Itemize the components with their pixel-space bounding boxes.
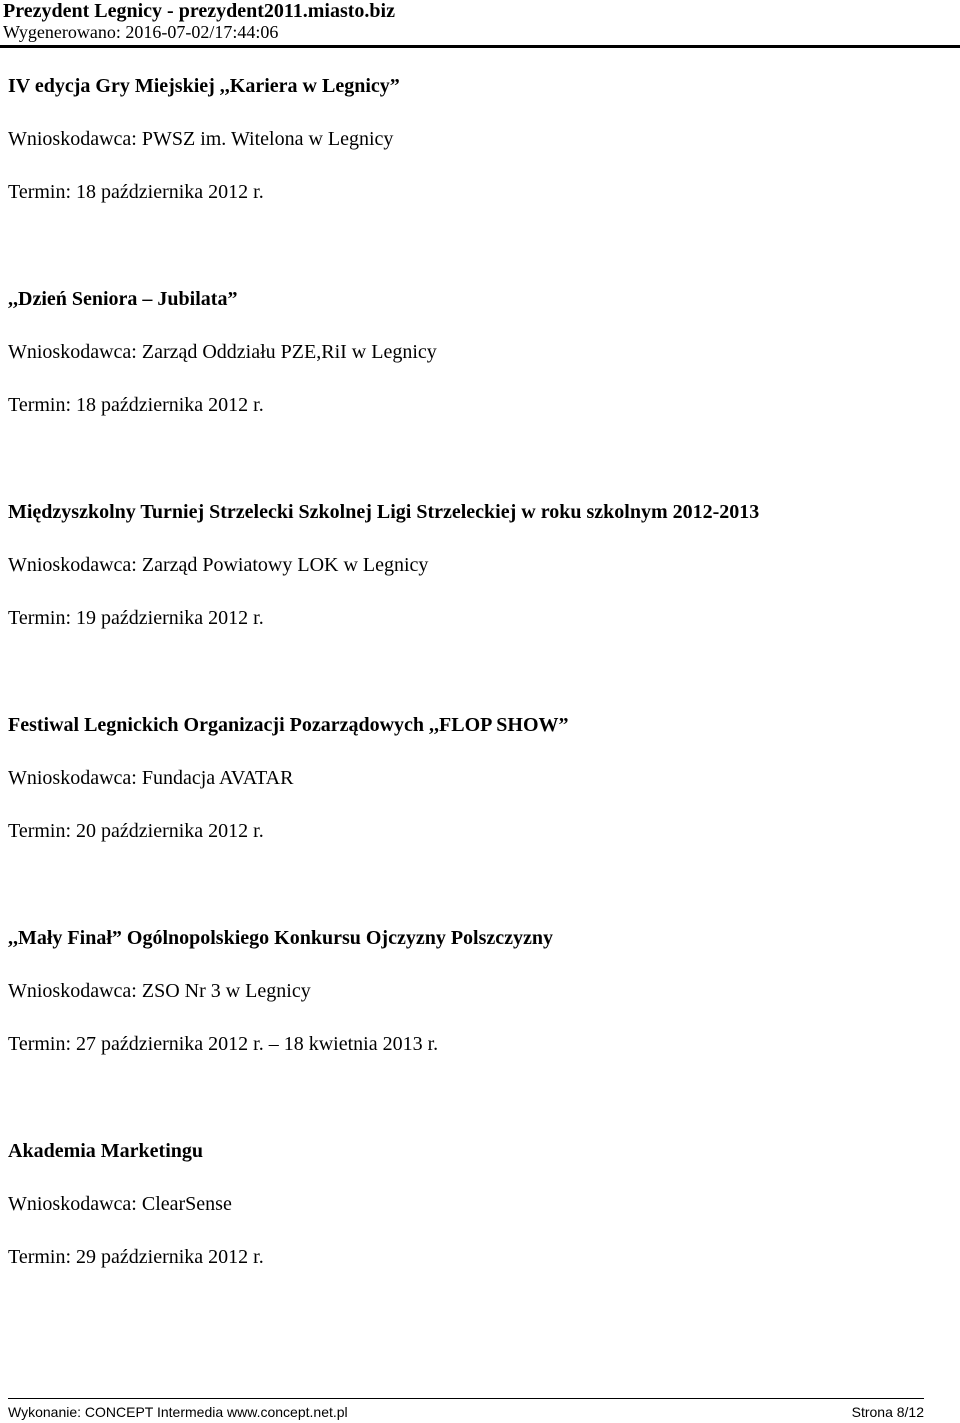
- footer-divider: [8, 1398, 924, 1399]
- event-entry: [8, 922, 948, 1135]
- event-list: [8, 70, 948, 1348]
- event-date: Termin: 27 października 2012 r. – 18 kwietnia 2013 r.: [8, 1033, 439, 1055]
- event-date: Termin: 20 października 2012 r.: [8, 820, 264, 842]
- header-divider: [0, 45, 960, 48]
- event-date: Termin: 19 października 2012 r.: [8, 607, 264, 629]
- event-date: Termin: 29 października 2012 r.: [8, 1246, 264, 1268]
- footer-credit: Wykonanie: CONCEPT Intermedia www.concept.net.pl: [8, 1404, 348, 1420]
- event-applicant: Wnioskodawca: Fundacja AVATAR: [8, 767, 294, 789]
- event-entry: [8, 496, 948, 709]
- event-entry: [8, 1135, 948, 1348]
- page-number: Strona 8/12: [851, 1404, 924, 1420]
- generated-timestamp: Wygenerowano: 2016-07-02/17:44:06: [3, 22, 279, 42]
- event-entry: [8, 709, 948, 922]
- event-title: IV edycja Gry Miejskiej ,,Kariera w Legnicy”: [8, 75, 400, 97]
- event-date: Termin: 18 października 2012 r.: [8, 181, 264, 203]
- event-title: Festiwal Legnickich Organizacji Pozarządowych ,,FLOP SHOW”: [8, 714, 569, 736]
- site-title: Prezydent Legnicy - prezydent2011.miasto.biz: [3, 0, 395, 22]
- event-applicant: Wnioskodawca: Zarząd Oddziału PZE,RiI w Legnicy: [8, 341, 437, 363]
- event-title: ,,Mały Finał” Ogólnopolskiego Konkursu Ojczyzny Polszczyzny: [8, 927, 554, 949]
- event-applicant: Wnioskodawca: Zarząd Powiatowy LOK w Legnicy: [8, 554, 429, 576]
- event-entry: [8, 70, 948, 283]
- event-applicant: Wnioskodawca: ClearSense: [8, 1193, 232, 1215]
- event-title: Akademia Marketingu: [8, 1140, 203, 1162]
- event-applicant: Wnioskodawca: ZSO Nr 3 w Legnicy: [8, 980, 311, 1002]
- event-title: Międzyszkolny Turniej Strzelecki Szkolnej Ligi Strzeleckiej w roku szkolnym 2012-2013: [8, 501, 760, 523]
- event-date: Termin: 18 października 2012 r.: [8, 394, 264, 416]
- event-title: ,,Dzień Seniora – Jubilata”: [8, 288, 238, 310]
- event-entry: [8, 283, 948, 496]
- event-applicant: Wnioskodawca: PWSZ im. Witelona w Legnicy: [8, 128, 394, 150]
- page-header: [0, 0, 960, 46]
